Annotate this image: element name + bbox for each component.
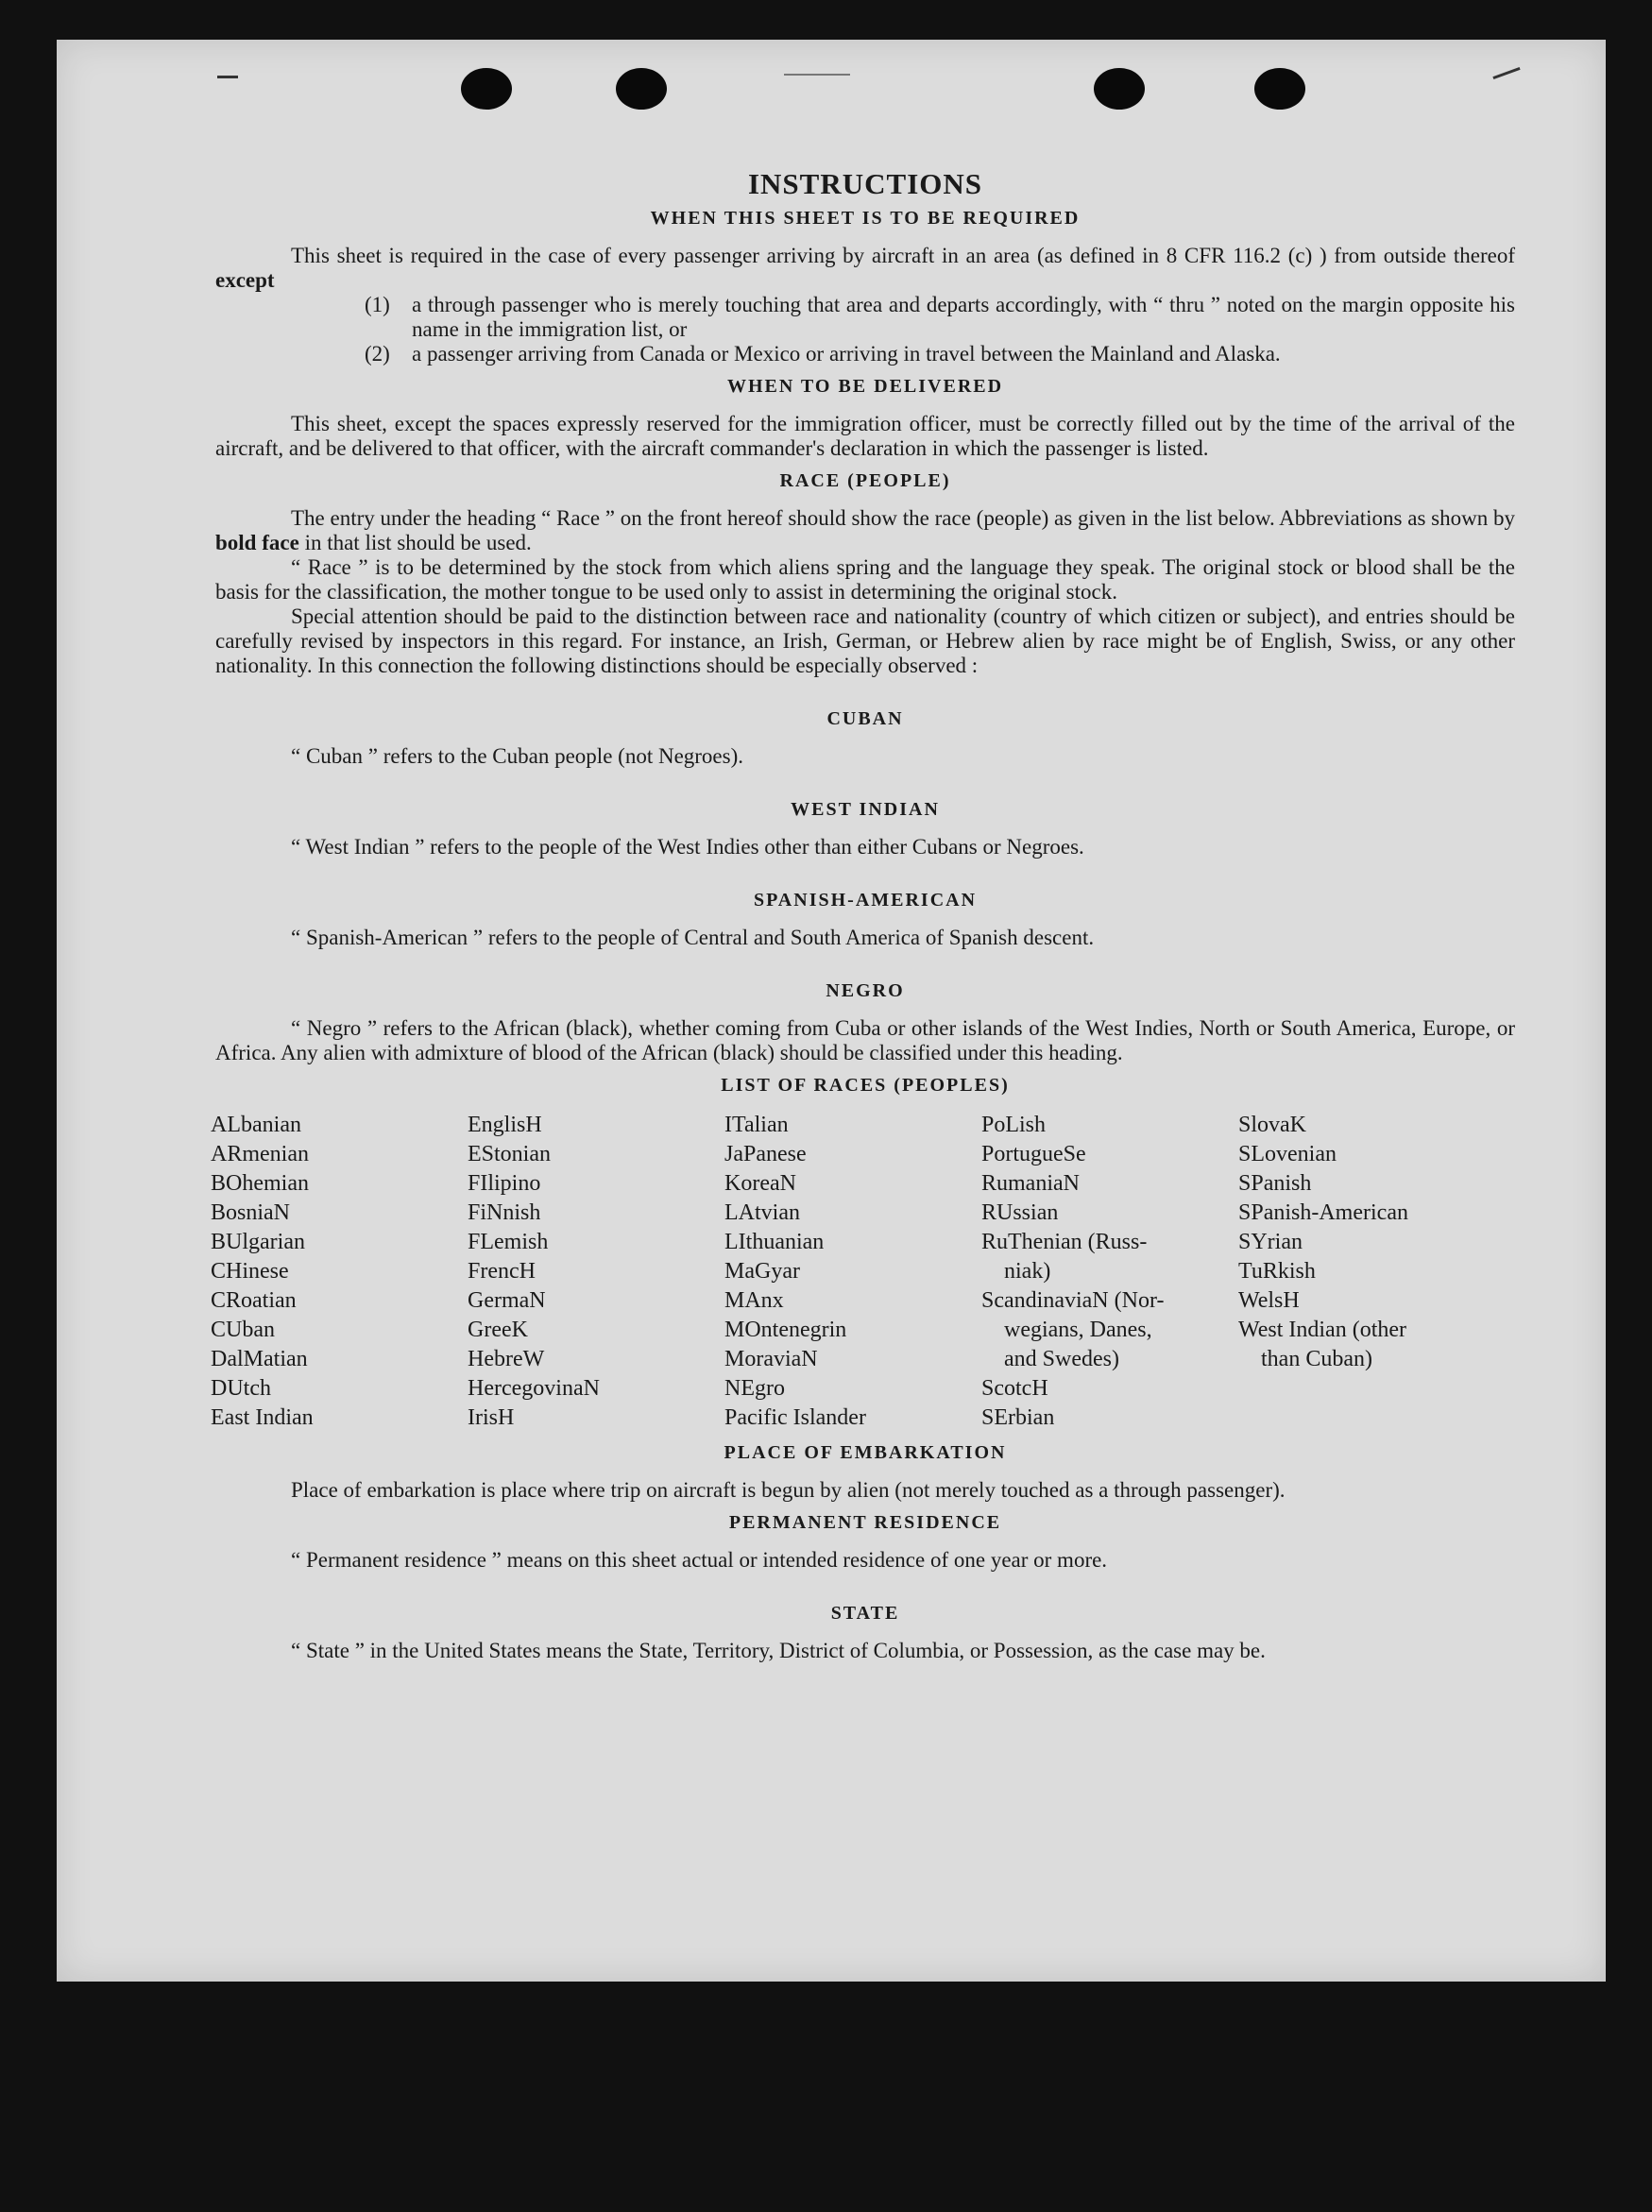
spanish-american-text: “ Spanish-American ” refers to the people of Central and South America of Spanish descent. (291, 926, 1095, 949)
race-entry: HebreW (468, 1347, 545, 1371)
race-entry: DUtch (211, 1376, 271, 1401)
race-entry: PortugueSe (981, 1142, 1086, 1166)
punch-hole (1094, 68, 1145, 110)
heading-list-of-races: LIST OF RACES (PEOPLES) (721, 1075, 1010, 1096)
race-entry: RumaniaN (981, 1171, 1080, 1196)
instructions-body (211, 167, 1515, 1663)
race-entry: ITalian (724, 1113, 789, 1137)
state-text: “ State ” in the United States means the State, Territory, District of Columbia, or Possession, as the case may be. (291, 1639, 1266, 1662)
race-entry: WelsH (1238, 1288, 1300, 1313)
race-entry: CHinese (211, 1259, 289, 1284)
race-entry: TuRkish (1238, 1259, 1316, 1284)
race-entry: SPanish-American (1238, 1200, 1408, 1225)
race-entry: LAtvian (724, 1200, 800, 1225)
race-paragraph: Special attention should be paid to the distinction between race and nationality (country of which citizen or subject), and entries should be carefully revised by inspectors in this regard. For instance, an Irish, German, or Hebrew alien by race might be of English, Swiss, or any other nationality. In this connection the following distinctions should be especially observed : (215, 604, 1515, 677)
race-entry: ARmenian (211, 1142, 309, 1166)
race-entry: HercegovinaN (468, 1376, 600, 1401)
race-entry: GermaN (468, 1288, 546, 1313)
race-entry: JaPanese (724, 1142, 807, 1166)
race-entry: FLemish (468, 1230, 549, 1254)
race-entry: CUban (211, 1318, 275, 1342)
scan-mark (1492, 67, 1520, 79)
race-entry: MAnx (724, 1288, 784, 1313)
race-entry: FiNnish (468, 1200, 541, 1225)
heading-race: RACE (PEOPLE) (779, 470, 951, 491)
races-column (468, 1111, 724, 1433)
race-entry: GreeK (468, 1318, 528, 1342)
document-title: INSTRUCTIONS (747, 167, 982, 200)
when-delivered-text: This sheet, except the spaces expressly reserved for the immigration officer, must be correctly filled out by the time of the arrival of the aircraft, and be delivered to that officer, with the aircraft commander's declaration in which the passenger is listed. (215, 412, 1515, 460)
scan-mark (784, 74, 850, 76)
race-entry: PoLish (981, 1113, 1047, 1137)
race-paragraph: “ Race ” is to be determined by the stock from which aliens spring and the language they speak. The original stock or blood shall be the basis for the classification, the mother tongue to be used only to assist in determining the original stock. (215, 555, 1515, 604)
scan-mark (217, 76, 238, 78)
race-entry: ScandinaviaN (Nor- (981, 1288, 1165, 1313)
heading-spanish-american: SPANISH-AMERICAN (753, 890, 978, 910)
race-entry: SLovenian (1238, 1142, 1337, 1166)
race-entry: niak) (1004, 1259, 1051, 1284)
race-entry: KoreaN (724, 1171, 796, 1196)
heading-embarkation: PLACE OF EMBARKATION (724, 1442, 1007, 1463)
heading-when-required: WHEN THIS SHEET IS TO BE REQUIRED (650, 208, 1081, 229)
race-entry: Pacific Islander (724, 1405, 866, 1430)
race-entry: ALbanian (211, 1113, 301, 1137)
race-paragraph: The entry under the heading “ Race ” on the front hereof should show the race (people) as given in the list below. Abbreviations as shown by bold face in that list should be used. (215, 506, 1515, 554)
race-entry: NEgro (724, 1376, 785, 1401)
race-entry: SPanish (1238, 1171, 1312, 1196)
race-entry: BUlgarian (211, 1230, 305, 1254)
heading-west-indian: WEST INDIAN (791, 799, 940, 820)
race-entry: EStonian (468, 1142, 551, 1166)
punch-hole (461, 68, 512, 110)
race-entry: RUssian (981, 1200, 1059, 1225)
race-entry: CRoatian (211, 1288, 297, 1313)
race-entry: East Indian (211, 1405, 314, 1430)
heading-state: STATE (830, 1603, 900, 1624)
race-entry: FrencH (468, 1259, 536, 1284)
race-entry: wegians, Danes, (1004, 1318, 1152, 1342)
race-entry: FIlipino (468, 1171, 541, 1196)
race-entry: RuThenian (Russ- (981, 1230, 1148, 1254)
race-entry: BOhemian (211, 1171, 309, 1196)
exception-item: (1) a through passenger who is merely touching that area and departs accordingly, with “ thru ” noted on the margin opposite his name in the immigration list, or (365, 293, 1515, 341)
race-entry: MoraviaN (724, 1347, 818, 1371)
race-entry: MaGyar (724, 1259, 800, 1284)
race-entry: and Swedes) (1004, 1347, 1119, 1371)
heading-cuban: CUBAN (826, 708, 904, 729)
races-column (211, 1111, 468, 1433)
race-entry: DalMatian (211, 1347, 308, 1371)
race-entry: MOntenegrin (724, 1318, 847, 1342)
race-entry: IrisH (468, 1405, 515, 1430)
cuban-text: “ Cuban ” refers to the Cuban people (not Negroes). (291, 744, 744, 768)
when-required-intro: This sheet is required in the case of every passenger arriving by aircraft in an area (as defined in 8 CFR 116.2 (c) ) from outside thereof except (215, 244, 1515, 292)
race-entry: SlovaK (1238, 1113, 1306, 1137)
race-entry: West Indian (other (1238, 1318, 1407, 1342)
heading-when-delivered: WHEN TO BE DELIVERED (726, 376, 1004, 397)
document-sheet (57, 40, 1606, 1982)
race-entry: than Cuban) (1261, 1347, 1372, 1371)
exception-item: (2) a passenger arriving from Canada or Mexico or arriving in travel between the Mainland and Alaska. (365, 342, 1281, 366)
races-column (981, 1111, 1238, 1433)
races-column (1238, 1111, 1510, 1433)
race-entry: SYrian (1238, 1230, 1303, 1254)
negro-text: “ Negro ” refers to the African (black), whether coming from Cuba or other islands of the West Indies, North or South America, Europe, or Africa. Any alien with admixture of blood of the African (black) should be classified under this heading. (215, 1016, 1515, 1064)
race-entry: LIthuanian (724, 1230, 825, 1254)
races-list (211, 1111, 1515, 1433)
race-entry: EnglisH (468, 1113, 542, 1137)
race-entry: ScotcH (981, 1376, 1048, 1401)
heading-negro: NEGRO (826, 980, 905, 1001)
punch-hole (1254, 68, 1305, 110)
west-indian-text: “ West Indian ” refers to the people of the West Indies other than either Cubans or Negroes. (291, 835, 1084, 859)
heading-permanent-residence: PERMANENT RESIDENCE (728, 1512, 1002, 1533)
race-entry: BosniaN (211, 1200, 290, 1225)
embarkation-text: Place of embarkation is place where trip on aircraft is begun by alien (not merely touched as a through passenger). (291, 1478, 1286, 1502)
races-column (724, 1111, 981, 1433)
race-entry: SErbian (981, 1405, 1055, 1430)
residence-text: “ Permanent residence ” means on this sheet actual or intended residence of one year or more. (291, 1548, 1108, 1572)
punch-hole (616, 68, 667, 110)
